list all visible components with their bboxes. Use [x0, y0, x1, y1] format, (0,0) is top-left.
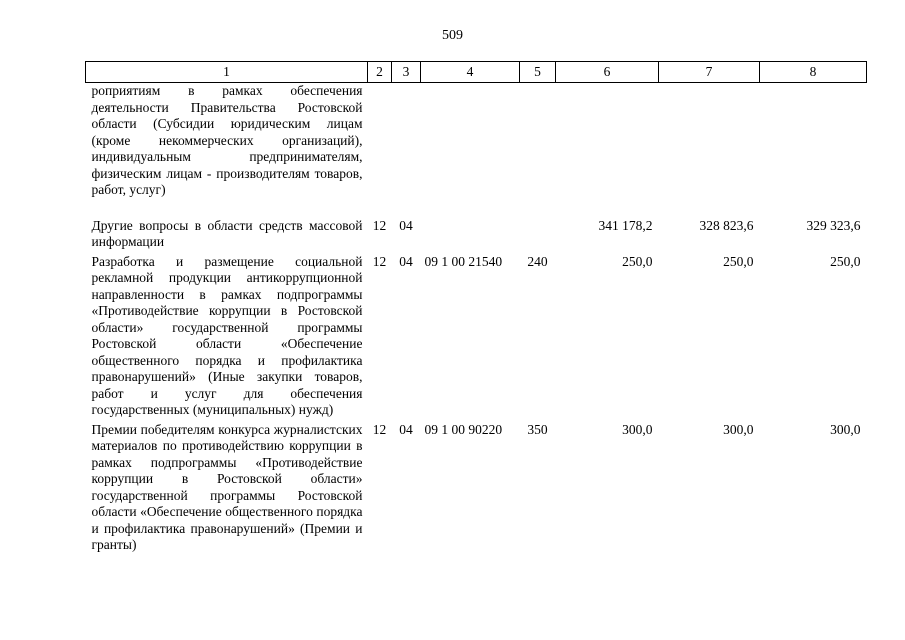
- row-year-2: 328 823,6: [699, 217, 754, 233]
- row-year-1: 341 178,2: [598, 217, 653, 233]
- row-year-2: [659, 83, 760, 199]
- row-rz: 12: [372, 421, 387, 437]
- row-csr: 09 1 00 21540: [424, 253, 503, 269]
- header-col-3: 3: [392, 62, 421, 83]
- table-body: [86, 83, 867, 554]
- table-row: [86, 251, 867, 419]
- header-col-4: 4: [421, 62, 520, 83]
- row-description: роприятиям в рамках обеспечения деятельности Правительства Ростовской области (Субсидии юридическим лицам (кроме некоммерческих организаций), индивидуальным предпринимателям, физическим лицам - производителям товаров, работ, услуг): [91, 83, 363, 197]
- budget-table: [85, 61, 867, 554]
- row-csr: [421, 83, 520, 199]
- row-vr: 350: [527, 421, 548, 437]
- header-row: [86, 62, 867, 83]
- row-description: Разработка и размещение социальной рекламной продукции антикоррупционной направленности в рамках подпрограммы «Противодействие коррупции в Ростовской области» государственной программы Ростовской области «Обеспечение общественного порядка и профилактика правонарушений» (Иные закупки товаров, работ и услуг для обеспечения государственных (муниципальных) нужд): [91, 253, 363, 417]
- row-csr: [421, 199, 520, 251]
- row-csr: 09 1 00 90220: [424, 421, 503, 437]
- row-year-1: 300,0: [622, 421, 653, 437]
- header-col-6: 6: [556, 62, 659, 83]
- table-row: [86, 419, 867, 554]
- row-rz: 12: [372, 253, 387, 269]
- row-year-3: [760, 83, 867, 199]
- table-row: [86, 83, 867, 199]
- row-pr: [392, 83, 421, 199]
- header-col-8: 8: [760, 62, 867, 83]
- header-col-2: 2: [368, 62, 392, 83]
- row-rz: 12: [372, 217, 387, 233]
- row-year-2: 300,0: [723, 421, 754, 437]
- row-vr: [520, 199, 556, 251]
- table-header: [86, 62, 867, 83]
- row-year-3: 329 323,6: [806, 217, 861, 233]
- row-description: Другие вопросы в области средств массовой информации: [91, 217, 363, 249]
- row-year-3: 300,0: [830, 421, 861, 437]
- header-col-1: 1: [86, 62, 368, 83]
- header-col-5: 5: [520, 62, 556, 83]
- row-year-3: 250,0: [830, 253, 861, 269]
- row-pr: 04: [399, 217, 413, 233]
- row-pr: 04: [399, 421, 413, 437]
- row-year-1: 250,0: [622, 253, 653, 269]
- row-description: Премии победителям конкурса журналистских материалов по противодействию коррупции в рамках подпрограммы «Противодействие коррупции в Ростовской области» государственной программы Ростовской области «Обеспечение общественного порядка и профилактика правонарушений» (Премии и гранты): [91, 421, 363, 552]
- header-col-7: 7: [659, 62, 760, 83]
- row-vr: 240: [527, 253, 548, 269]
- row-vr: [520, 83, 556, 199]
- row-year-2: 250,0: [723, 253, 754, 269]
- row-year-1: [556, 83, 659, 199]
- row-rz: [368, 83, 392, 199]
- page-number: 509: [442, 28, 463, 43]
- row-pr: 04: [399, 253, 413, 269]
- table-row: [86, 199, 867, 251]
